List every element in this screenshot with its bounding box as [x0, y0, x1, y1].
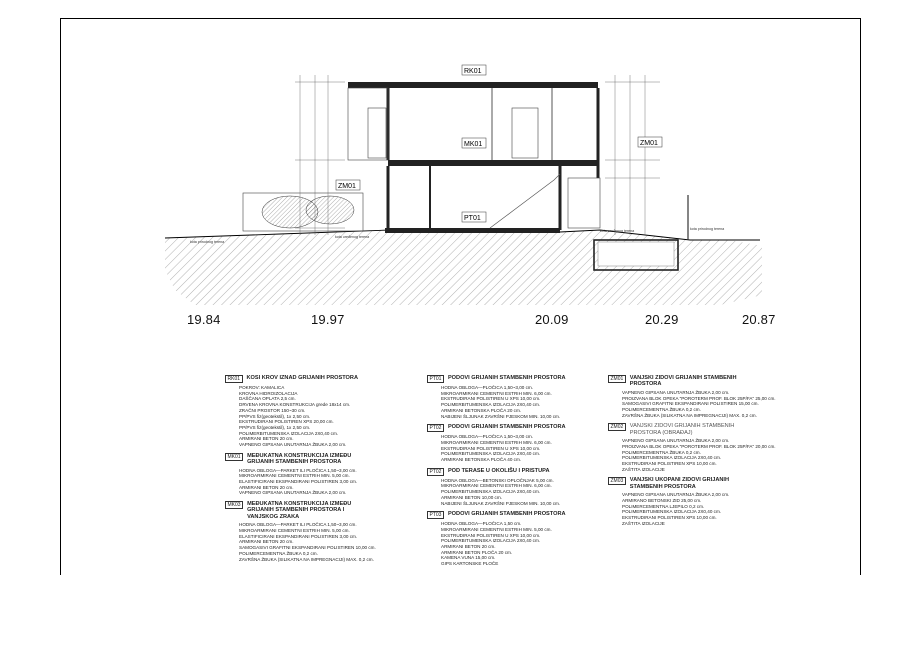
tag-wall-left: ZM01 [338, 183, 356, 190]
legend-layer-line: VAPNENO GIPSANA UNUTARNJA ŽBUKA 2,00 cm. [622, 438, 730, 444]
legend-layer-line: PROIZVANA BLOK OPEKA "POROTERM PROF. BLOK 25P/FA" 20,00 cm. [622, 443, 776, 449]
legend-layer-line: VAPNENO GIPSANA UNUTARNJA ŽBUKA 2,00 cm. [239, 442, 347, 448]
legend-layer-line: ARMIRANI BETON 20 cm. [239, 436, 294, 442]
legend-title: VANJSKI ZIDOVI GRIJANIH STAMBENIH PROSTORA (OBRAĐAJ) [629, 423, 735, 436]
legend-layer-line: POLIMERBITUMENSKA IZOLACIJA 2X0,40 cm. [441, 538, 541, 544]
legend-block-header [608, 375, 788, 388]
legend-code: PT03 [427, 511, 444, 519]
elevation-label: 19.84 [187, 312, 221, 327]
legend-layer-line: MIKROARMIRANI CEMENTNI ESTRIH MIN. 6,00 cm. [441, 439, 552, 445]
legend-block-header [225, 375, 395, 383]
legend-block-header [225, 453, 395, 466]
legend-column-3 [608, 375, 788, 531]
legend-title: PODOVI GRIJANIH STAMBENIH PROSTORA [447, 375, 566, 381]
legend-layer-line: ZRAČNI PROSTOR 150~30 cm. [239, 407, 306, 413]
legend-layer-line: HODNA OBLOGA—BETONSKI OPLOČNJAK 5,00 cm. [441, 477, 554, 483]
legend-layer-line: ARMIRANI BETON PLOČA 20 cm. [441, 549, 513, 555]
terrace [568, 178, 600, 228]
legend-layer-line: MIKROARMIRANI CEMENTNI ESTRIH MIN. 5,00 cm. [239, 527, 350, 533]
legend-code: ZM03 [608, 477, 626, 485]
legend-layer-line: HODNA OBLOGA—PLOČICA 1,50~3,00 cm. [441, 385, 534, 390]
legend-block-header [608, 423, 788, 436]
legend-code: PT01 [427, 375, 444, 383]
legend-layer-line: POLIMERBITUMENSKA IZOLACIJA 2X0,40 cm. [622, 509, 722, 515]
legend-title: MEĐUKATNA KONSTRUKCIJA IZMEĐU GRIJANIH STAMBENIH PROSTORA I VANJSKOG ZRAKA [247, 501, 352, 520]
legend-layer-line: ARMIRANI BETON 20 cm. [441, 544, 496, 550]
legend-layers [225, 468, 395, 497]
legend-code: ZM02 [608, 423, 626, 431]
legend-layer-line: POLIMERBITUMENSKA IZOLACIJA 2X0,40 cm. [441, 489, 541, 495]
tag-intermediate: MK01 [464, 141, 483, 148]
legend-layer-line: ARMIRANO BETONSKI ZID 25,00 cm. [622, 497, 702, 503]
legend-title: POD TERASE U OKOLIŠU I PRISTUPA [447, 467, 550, 474]
legend-block [427, 375, 592, 419]
legend-layer-line: GIPS KARTONSKE PLOČE [441, 561, 499, 567]
legend-column-2 [427, 375, 592, 572]
legend-layer-line: PP/PVS fiz(geotekstil), 1x 2,50 cm. [239, 424, 311, 430]
legend-layers [608, 492, 788, 526]
legend-layer-line: EKSTRUDIRANI POLISTIREN XPS 20,00 cm. [239, 419, 334, 425]
legend-block [427, 511, 592, 567]
legend-title: VANJSKI UKOPANI ZIDOVI GRIJANIH STAMBENIH PROSTORA [629, 477, 730, 490]
ground-hatch [165, 230, 762, 305]
tag-roof: RK01 [464, 68, 482, 75]
legend-layer-line: POKROV: KAMALICA [239, 385, 285, 390]
legend-block-header [427, 511, 592, 519]
elevation-label: 20.09 [535, 312, 569, 327]
legend-block-header [427, 375, 592, 383]
legend-layer-line: SAMOGASIVI GRAFITNI EKSPANDIRANI POLISTIREN 10,00 cm. [239, 545, 376, 551]
legend-block-header [608, 477, 788, 490]
legend-layer-line: ZAVRŠNA ŽBUKA (SILIKATNA NA IMPREGNACIJI) MAX. 0,2 cm. [239, 556, 374, 562]
legend-layer-line: VAPNENO GIPSANA UNUTARNJA ŽBUKA 2,00 cm. [239, 490, 347, 496]
building-section-drawing [0, 0, 920, 320]
legend-layer-line: POLIMERCEMENTNA ŽBUKA 0,2 cm. [622, 406, 701, 412]
legend-title: PODOVI GRIJANIH STAMBENIH PROSTORA [447, 424, 566, 431]
ground-note-right: kota prirodnog terena [690, 227, 725, 231]
legend-code: RK01 [225, 375, 243, 383]
legend-layer-line: POLIMERBITUMENSKA IZOLACIJA 2X0,40 cm. [622, 455, 722, 461]
legend-layer-line: PROIZVANA BLOK OPEKA "POROTERM PROF. BLOK 25P/FA" 25,00 cm. [622, 395, 776, 401]
legend-layer-line: DRVENA KROVNA KONSTRUKCIJA grede 18x14 cm. [239, 402, 351, 408]
legend-code: MK03 [225, 501, 243, 509]
legend-layer-line: ELASTIFICIRANI EKSPANDIRANI POLISTIREN 3,00 cm. [239, 478, 358, 484]
roof-slab [348, 82, 598, 88]
tag-wall-right: ZM01 [640, 140, 658, 147]
legend-block [608, 477, 788, 526]
legend-layer-line: ZAVRŠNA ŽBUKA (SILIKATNA NA IMPREGNACIJI) MAX. 0,2 cm. [622, 412, 757, 418]
legend-layer-line: VAPNENO GIPSANA UNUTARNJA ŽBUKA 2,00 cm. [622, 492, 730, 498]
legend-layers [427, 521, 592, 567]
legend-code: MK01 [225, 453, 243, 461]
ground-note-left: kota prirodnog terena [190, 240, 225, 244]
legend-layer-line: ARMIRANI BETON 20 cm. [239, 539, 294, 545]
ground-note-right2: kota uređenog terena [600, 229, 635, 233]
legend-code: PT02 [427, 468, 444, 476]
shrub [306, 196, 354, 224]
legend-layer-line: HODNA OBLOGA—PARKET ILI PLOČICA 1,50~3,00 cm. [239, 522, 357, 528]
legend-block [225, 501, 395, 562]
legend-layer-line: KAMENA VUNA 15,00 cm. [441, 555, 496, 561]
legend-title: VANJSKI ZIDOVI GRIJANIH STAMBENIH PROSTORA [629, 375, 737, 388]
elevation-label: 19.97 [311, 312, 345, 327]
legend-layer-line: NABIJENI ŠLJUNAK ZAVRŠNI PJESKOM MIN. 10,00 cm. [441, 413, 561, 419]
legend-layer-line: NABIJENI ŠLJUNAK ZAVRŠNI PJESKOM MIN. 10,00 cm. [441, 500, 561, 506]
upper-floor-slab [388, 160, 598, 166]
legend-title: PODOVI GRIJANIH STAMBENIH PROSTORA [447, 511, 566, 518]
legend-code: PT02 [427, 424, 444, 432]
legend-layer-line: MIKROARMIRANI CEMENTNI ESTRIH MIN. 6,00 cm. [441, 390, 552, 396]
legend-layer-line: HODNA OBLOGA—PARKET ILI PLOČICA 1,50~3,00 cm. [239, 467, 357, 473]
legend-column-1 [225, 375, 395, 567]
legend-layer-line: EKSTRUDIRANI POLISTIREN XPS 10,00 cm. [622, 460, 717, 466]
legend-layer-line: POLIMERCEMENTNA ŽBUKA 0,2 cm. [239, 550, 318, 556]
ground-floor-slab [385, 228, 560, 233]
legend-layers [427, 385, 592, 419]
legend-layer-line: ARMIRANI BETON 10,00 cm. [441, 494, 502, 500]
legend-layer-line: ARMIRANI BETONSKA PLOČA 20 cm. [441, 407, 522, 413]
legend-layer-line: MIKROARMIRANI CEMENTNI ESTRIH MIN. 5,00 cm. [441, 526, 552, 532]
legend-layer-line: MIKROARMIRANI CEMENTNI ESTRIH MIN. 5,00 cm. [239, 473, 350, 479]
legend-layer-line: POLIMERBITUMENSKA IZOLACIJA 2X0,40 cm. [239, 430, 339, 436]
legend-layer-line: HODNA OBLOGA—PLOČICA 1,50 cm. [441, 521, 522, 527]
legend-title: MEĐUKATNA KONSTRUKCIJA IZMEĐU GRIJANIH STAMBENIH PROSTORA [247, 452, 352, 466]
elevation-label: 20.87 [742, 312, 776, 327]
legend-layer-line: VAPNENO GIPSANA UNUTARNJA ŽBUKA 2,00 cm. [622, 389, 730, 395]
ground-note-mid: kota uređenog terena [335, 235, 370, 239]
legend-block [608, 423, 788, 472]
legend-title: KOSI KROV IZNAD GRIJANIH PROSTORA [246, 375, 358, 381]
legend-layer-line: EKSTRUDIRANI POLISTIREN XPS 10,00 cm. [622, 514, 717, 520]
legend-block [427, 468, 592, 507]
legend-layer-line: EKSTRUDIRANI POLISTIREN U XPS 10,00 cm. [441, 396, 541, 402]
legend-layers [225, 522, 395, 562]
legend-layer-line: POLIMERBITUMENSKA IZOLACIJA 2X0,40 cm. [441, 402, 541, 408]
legend-block-header [225, 501, 395, 520]
legend-layer-line: KROVNA HIDROIZOLACIJA [239, 390, 298, 396]
legend-layer-line: DAŠČANA OPLATA 2,5 cm. [239, 396, 296, 402]
legend-block [225, 453, 395, 496]
legend-layers [608, 438, 788, 472]
legend-block-header [427, 424, 592, 432]
legend-layers [225, 385, 395, 448]
staircase [490, 174, 560, 228]
legend-layers [427, 478, 592, 507]
legend-layer-line: EKSTRUDIRANI POLISTIREN U XPS 10,00 cm. [441, 532, 541, 538]
legend-layer-line: SAMOGASIVI GRAFITNI EKSPANDIRANI POLISTIREN 15,00 cm. [622, 401, 759, 407]
legend-layer-line: PP/PVS fiz(geotekstil), 1x 2,50 cm. [239, 413, 311, 419]
legend-layer-line: MIKROARMIRANI CEMENTNI ESTRIH MIN. 6,00 cm. [441, 483, 552, 489]
legend-layer-line: POLIMERBITUMENSKA IZOLACIJA 2X0,40 cm. [441, 451, 541, 457]
tag-floor: PT01 [464, 215, 481, 222]
legend-block-header [427, 468, 592, 476]
legend-layer-line: ZAŠTITA IZOLACIJE [622, 466, 665, 472]
legend-layer-line: ARMIRANI BETON 20 cm. [239, 484, 294, 490]
legend-layers [427, 434, 592, 463]
elevation-label: 20.29 [645, 312, 679, 327]
legend-block [225, 375, 395, 448]
legend-layers [608, 390, 788, 419]
legend-layer-line: EKSTRUDIRANI POLISTIREN U XPS 10,00 cm. [441, 445, 541, 451]
legend-layer-line: HODNA OBLOGA—PLOČICA 1,50~3,00 cm. [441, 434, 534, 440]
legend-block [427, 424, 592, 463]
legend-layer-line: ARMIRANI BETONSKA PLOČA 40 cm. [441, 457, 522, 463]
legend-layer-line: POLIMERCEMENTNA LJEPILO 0,2 cm. [622, 503, 705, 509]
legend-layer-line: POLIMERCEMENTNA ŽBUKA 0,2 cm. [622, 449, 701, 455]
legend-layer-line: ELASTIFICIRANI EKSPANDIRANI POLISTIREN 3,00 cm. [239, 533, 358, 539]
legend-block [608, 375, 788, 418]
legend-code: ZM01 [608, 375, 626, 383]
legend-layer-line: ZAŠTITA IZOLACIJE [622, 520, 665, 526]
